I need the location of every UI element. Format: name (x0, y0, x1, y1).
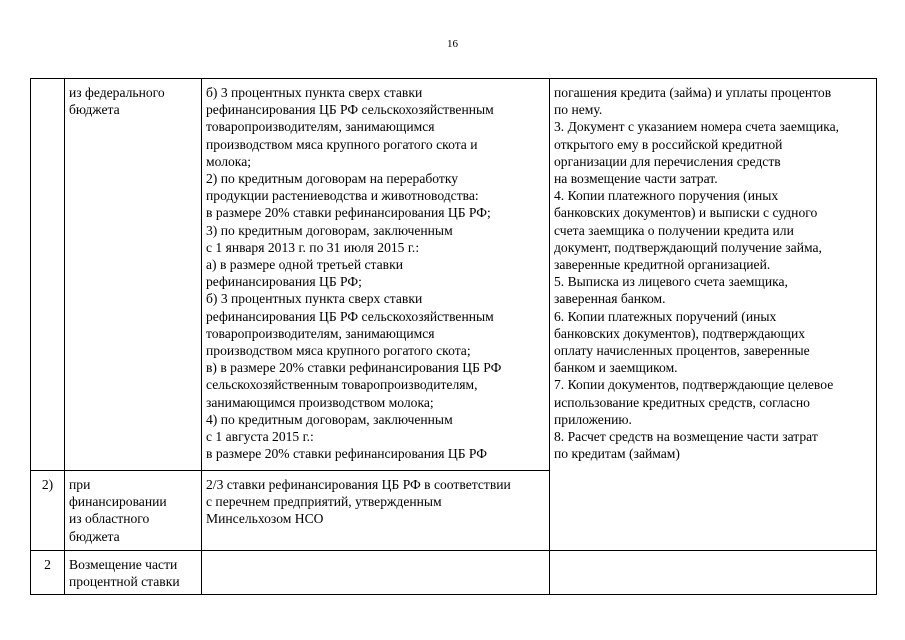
table-row (31, 551, 877, 595)
conditions-cell (202, 551, 550, 595)
item-cell: из федерального бюджета (65, 79, 202, 471)
item-cell: Возмещение части процентной ставки (65, 551, 202, 595)
page-number: 16 (447, 38, 458, 50)
item-cell: при финансировании из областного бюджета (65, 471, 202, 551)
documents-cell (550, 551, 877, 595)
documents-cell: погашения кредита (займа) и уплаты процентов по нему. 3. Документ с указанием номера счета заемщика, открытого ему в российской кредитной организации для перечисления средств на возмещение части затрат. 4. Копии платежного поручения (иных банковских документов) и выписки с судного счета заемщика о получении кредита или документ, подтверждающий получение займа, заверенные кредитной организацией. 5. Выписка из лицевого счета заемщика, заверенная банком. 6. Копии платежных поручений (иных банковских документов), подтверждающих оплату начисленных процентов, заверенные банком и заемщиком. 7. Копии документов, подтверждающие целевое использование кредитных средств, согласно приложению. 8. Расчет средств на возмещение части затрат по кредитам (займам) (550, 79, 877, 551)
document-table (30, 78, 877, 595)
conditions-cell: 2/3 ставки рефинансирования ЦБ РФ в соответствии с перечнем предприятий, утвержденным Минсельхозом НСО (202, 471, 550, 551)
table-row (31, 79, 877, 471)
conditions-cell: б) 3 процентных пункта сверх ставки рефинансирования ЦБ РФ сельскохозяйственным товаропроизводителям, занимающимся производством мяса крупного рогатого скота и молока; 2) по кредитным договорам на переработку продукции растениеводства и животноводства: в размере 20% ставки рефинансирования ЦБ РФ; 3) по кредитным договорам, заключенным с 1 января 2013 г. по 31 июля 2015 г.: а) в размере одной третьей ставки рефинансирования ЦБ РФ; б) 3 процентных пункта сверх ставки рефинансирования ЦБ РФ сельскохозяйственным товаропроизводителям, занимающимся производством мяса крупного рогатого скота; в) в размере 20% ставки рефинансирования ЦБ РФ сельскохозяйственным товаропроизводителям, занимающимся производством молока; 4) по кредитным договорам, заключенным с 1 августа 2015 г.: в размере 20% ставки рефинансирования ЦБ РФ (202, 79, 550, 471)
row-number-cell (31, 79, 65, 471)
row-number-cell: 2) (31, 471, 65, 551)
row-number-cell: 2 (31, 551, 65, 595)
